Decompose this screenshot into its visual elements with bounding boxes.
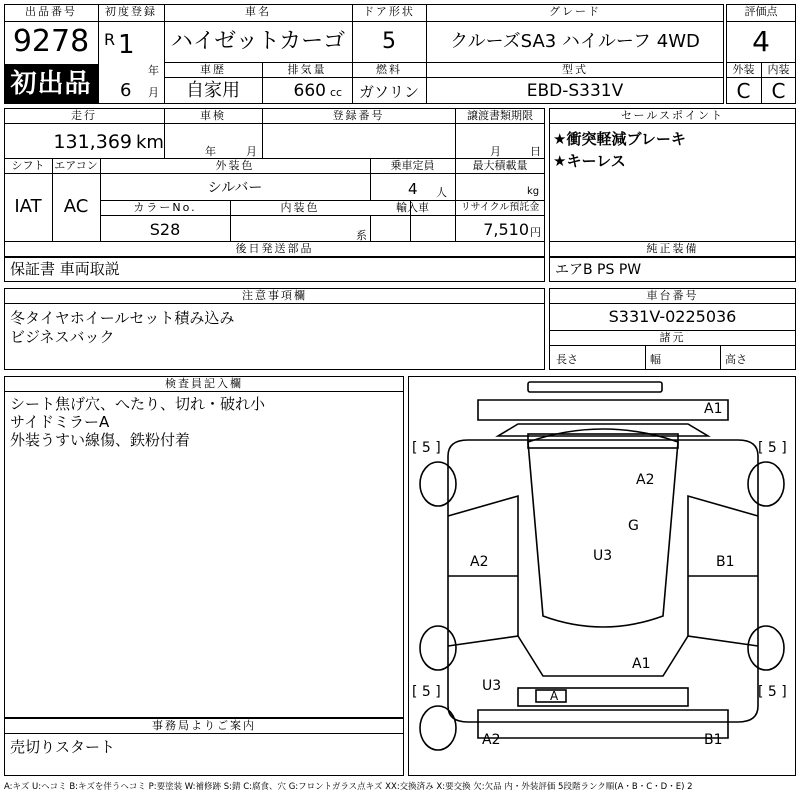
- score-label: 評価点: [744, 5, 778, 18]
- history-label: 車歴: [200, 63, 226, 76]
- era: R: [104, 30, 116, 49]
- displacement-unit: cc: [330, 86, 343, 99]
- capacity: 4: [408, 180, 418, 198]
- first-reg-label: 初度登録: [105, 5, 157, 18]
- transfer-month-unit: 月: [490, 145, 501, 158]
- interior-grade: C: [771, 79, 786, 103]
- roof-shape: [528, 429, 678, 627]
- ext-color: シルバー: [207, 180, 263, 196]
- transfer-day-unit: 日: [530, 145, 541, 158]
- mileage-unit: km: [136, 132, 164, 153]
- later-parts-label: 後日発送部品: [235, 242, 314, 255]
- mark-bottom-a2: A2: [482, 732, 501, 748]
- score: 4: [752, 25, 770, 58]
- notes-line-2: ビジネスバック: [10, 328, 115, 346]
- wheel-front-left-shape: [420, 462, 456, 506]
- year-unit: 年: [148, 64, 159, 77]
- ac: AC: [63, 196, 89, 217]
- height-label: 高さ: [725, 353, 747, 366]
- tire-rear-left-label: [ 5 ]: [412, 684, 441, 700]
- office-value: 売切りスタート: [10, 738, 116, 756]
- displacement-label: 排気量: [287, 63, 327, 76]
- car-name-label: 車名: [245, 5, 271, 18]
- mark-plate-a: A: [550, 689, 559, 703]
- displacement: 660: [293, 81, 326, 101]
- mark-rear-left-u3: U3: [482, 678, 502, 694]
- wheel-front-right-shape: [748, 462, 784, 506]
- capacity-label: 乗車定員: [390, 159, 435, 172]
- reg-month: 6: [120, 80, 132, 101]
- first-listing-label: 初出品: [10, 69, 92, 99]
- legend: A:キズ U:ヘコミ B:キズを伴うヘコミ P:要塗装 W:補修跡 S:錆 C:腐食、穴 G:フロントガラス点キズ XX:交換済み X:要交換 欠:欠品 内・外装評価 5段階ランク順(A・B・C・D・E) 2: [4, 782, 693, 792]
- rear-panel-shape: [518, 636, 688, 676]
- grade-label: グレード: [549, 5, 601, 18]
- right-side-panel-shape: [688, 496, 758, 646]
- door-label: ドア形状: [363, 5, 415, 18]
- grade: クルーズSA3 ハイルーフ 4WD: [450, 31, 700, 52]
- chassis-label: 車台番号: [646, 289, 699, 302]
- bottom-bar-shape: [478, 710, 728, 738]
- tire-front-right-label: [ 5 ]: [758, 440, 787, 456]
- later-parts-value: 保証書 車両取説: [10, 260, 120, 278]
- recycle-label: リサイクル預託金: [460, 202, 540, 213]
- exterior-label: 外装: [732, 63, 755, 76]
- wheel-rear-left-shape: [420, 626, 456, 670]
- mark-bottom-b1: B1: [704, 732, 723, 748]
- tire-front-left-label: [ 5 ]: [412, 440, 441, 456]
- mileage: 131,369: [53, 131, 132, 153]
- wheel-rear-right-shape: [748, 626, 784, 670]
- sales-points-label: セールスポイント: [620, 109, 724, 122]
- car-name: ハイゼットカーゴ: [170, 29, 346, 54]
- shift: IAT: [14, 196, 42, 217]
- width-label: 幅: [650, 353, 661, 366]
- recycle-unit: 円: [530, 226, 541, 239]
- fuel-label: 燃料: [376, 63, 402, 76]
- recycle: 7,510: [483, 220, 529, 239]
- inspection-month-unit: 月: [246, 145, 257, 158]
- reg-no-label: 登録番号: [332, 109, 385, 122]
- front-bumper-shape: [528, 382, 662, 392]
- inspector-label: 検査員記入欄: [165, 377, 243, 390]
- int-color-label: 内装色: [280, 201, 320, 214]
- interior-label: 内装: [767, 63, 790, 76]
- mark-right-b1: B1: [716, 554, 735, 570]
- lot-number-label: 出品番号: [25, 5, 77, 18]
- color-no: S28: [149, 220, 181, 239]
- reg-year: 1: [118, 30, 135, 60]
- genuine-value: エアB PS PW: [555, 262, 642, 278]
- inspector-line-1: シート焦げ穴、へたり、切れ・破れ小: [10, 395, 266, 413]
- mark-roof-a2: A2: [636, 472, 655, 488]
- left-side-panel-shape: [448, 496, 518, 646]
- ac-label: エアコン: [54, 159, 98, 172]
- shift-label: シフト: [11, 159, 45, 172]
- model-label: 型式: [562, 63, 588, 76]
- max-load-label: 最大積載量: [472, 159, 528, 172]
- max-load-unit: kg: [527, 186, 540, 197]
- inspection-year-unit: 年: [205, 145, 216, 158]
- int-color-unit: 系: [356, 229, 367, 242]
- front-panel-shape: [478, 400, 728, 420]
- fuel: ガソリン: [358, 83, 419, 101]
- mark-glass-g: G: [628, 518, 639, 534]
- office-label: 事務局よりご案内: [152, 719, 256, 732]
- lot-number: 9278: [12, 24, 90, 59]
- length-label: 長さ: [556, 353, 578, 366]
- mark-body-u3: U3: [593, 548, 613, 564]
- genuine-label: 純正装備: [646, 242, 699, 255]
- tire-rear-right-label: [ 5 ]: [758, 684, 787, 700]
- sales-point-1: ★衝突軽減ブレーキ: [553, 130, 686, 148]
- notes-line-1: 冬タイヤホイールセット積み込み: [10, 309, 235, 327]
- inspector-line-2: サイドミラーA: [10, 413, 110, 431]
- model: EBD-S331V: [526, 81, 624, 101]
- color-no-label: カラーNo.: [133, 201, 197, 214]
- exterior-grade: C: [736, 79, 751, 103]
- chassis-number: S331V-0225036: [608, 307, 737, 326]
- inspector-line-3: 外装うすい線傷、鉄粉付着: [10, 431, 191, 449]
- ext-color-label: 外装色: [215, 159, 255, 172]
- mark-left-a2: A2: [470, 554, 489, 570]
- mileage-label: 走行: [71, 109, 97, 122]
- dims-label: 諸元: [659, 331, 686, 344]
- mark-front-a1: A1: [704, 401, 723, 417]
- sales-point-2: ★キーレス: [553, 152, 626, 170]
- mark-rear-a1: A1: [632, 656, 651, 672]
- transfer-label: 譲渡書類期限: [467, 109, 533, 122]
- history: 自家用: [186, 80, 240, 101]
- month-unit: 月: [148, 86, 159, 99]
- damage-diagram: [408, 376, 796, 776]
- import-label: 輸入車: [396, 201, 429, 214]
- doors: 5: [382, 29, 396, 54]
- spare-wheel-shape: [420, 706, 456, 750]
- inspection-label: 車検: [200, 109, 226, 122]
- notes-label: 注意事項欄: [242, 289, 307, 302]
- capacity-unit: 人: [436, 186, 447, 199]
